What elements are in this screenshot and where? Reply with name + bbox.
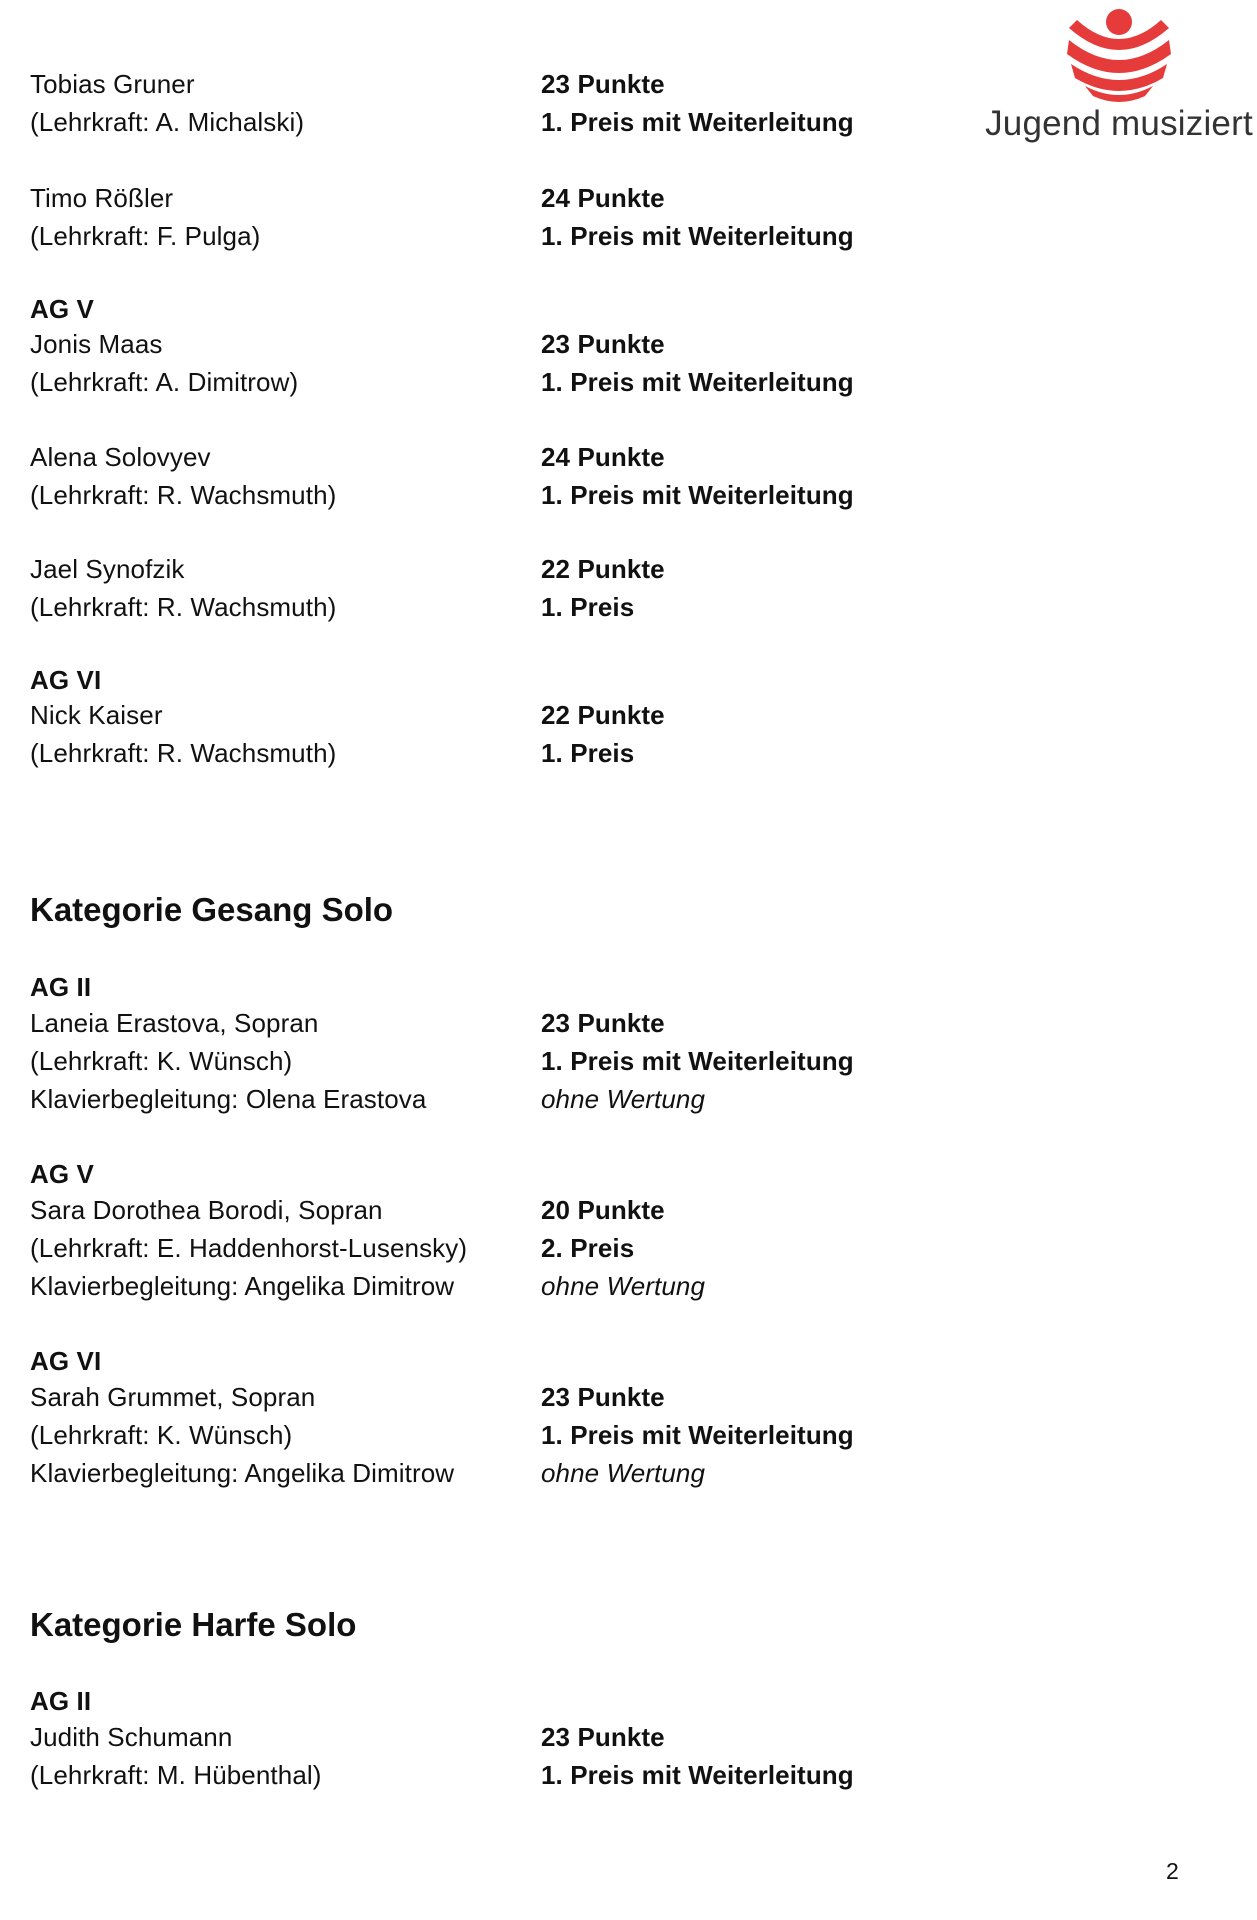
result-points: 24 Punkte bbox=[541, 442, 665, 472]
result-prize: 2. Preis bbox=[541, 1233, 635, 1263]
result-note: ohne Wertung bbox=[541, 1271, 706, 1301]
left-line: (Lehrkraft: F. Pulga) bbox=[30, 221, 261, 251]
left-line: (Lehrkraft: K. Wünsch) bbox=[30, 1420, 293, 1450]
logo-text: Jugend musiziert bbox=[985, 104, 1253, 143]
page-number: 2 bbox=[1166, 1858, 1179, 1884]
left-line: (Lehrkraft: A. Michalski) bbox=[30, 107, 305, 137]
result-note: ohne Wertung bbox=[541, 1458, 706, 1488]
logo-mark-icon bbox=[985, 4, 1253, 104]
result-prize: 1. Preis mit Weiterleitung bbox=[541, 480, 854, 510]
left-line: (Lehrkraft: R. Wachsmuth) bbox=[30, 738, 337, 768]
left-line: (Lehrkraft: R. Wachsmuth) bbox=[30, 480, 337, 510]
left-line: Timo Rößler bbox=[30, 183, 174, 213]
result-points: 23 Punkte bbox=[541, 1008, 665, 1038]
left-line: Sara Dorothea Borodi, Sopran bbox=[30, 1195, 383, 1225]
result-prize: 1. Preis mit Weiterleitung bbox=[541, 107, 854, 137]
category-heading: Kategorie Harfe Solo bbox=[30, 1606, 357, 1643]
left-line: Laneia Erastova, Sopran bbox=[30, 1008, 319, 1038]
left-line: (Lehrkraft: K. Wünsch) bbox=[30, 1046, 293, 1076]
age-group-label: AG VI bbox=[30, 665, 102, 695]
left-line: Klavierbegleitung: Angelika Dimitrow bbox=[30, 1271, 455, 1301]
left-line: (Lehrkraft: R. Wachsmuth) bbox=[30, 592, 337, 622]
result-prize: 1. Preis mit Weiterleitung bbox=[541, 1046, 854, 1076]
age-group-label: AG V bbox=[30, 1159, 94, 1189]
result-prize: 1. Preis bbox=[541, 592, 635, 622]
left-line: (Lehrkraft: A. Dimitrow) bbox=[30, 367, 299, 397]
left-line: Sarah Grummet, Sopran bbox=[30, 1382, 316, 1412]
result-prize: 1. Preis mit Weiterleitung bbox=[541, 221, 854, 251]
age-group-label: AG II bbox=[30, 972, 92, 1002]
left-line: Alena Solovyev bbox=[30, 442, 211, 472]
result-prize: 1. Preis bbox=[541, 738, 635, 768]
result-points: 23 Punkte bbox=[541, 69, 665, 99]
left-line: (Lehrkraft: E. Haddenhorst-Lusensky) bbox=[30, 1233, 468, 1263]
result-prize: 1. Preis mit Weiterleitung bbox=[541, 1760, 854, 1790]
left-line: Klavierbegleitung: Olena Erastova bbox=[30, 1084, 427, 1114]
left-line: Jael Synofzik bbox=[30, 554, 185, 584]
result-note: ohne Wertung bbox=[541, 1084, 706, 1114]
left-line: Judith Schumann bbox=[30, 1722, 233, 1752]
age-group-label: AG II bbox=[30, 1686, 92, 1716]
result-points: 22 Punkte bbox=[541, 700, 665, 730]
category-heading: Kategorie Gesang Solo bbox=[30, 891, 394, 928]
left-line: Tobias Gruner bbox=[30, 69, 195, 99]
left-line: Nick Kaiser bbox=[30, 700, 163, 730]
age-group-label: AG VI bbox=[30, 1346, 102, 1376]
left-line: (Lehrkraft: M. Hübenthal) bbox=[30, 1760, 322, 1790]
left-line: Klavierbegleitung: Angelika Dimitrow bbox=[30, 1458, 455, 1488]
result-points: 24 Punkte bbox=[541, 183, 665, 213]
result-prize: 1. Preis mit Weiterleitung bbox=[541, 367, 854, 397]
result-points: 23 Punkte bbox=[541, 1382, 665, 1412]
age-group-label: AG V bbox=[30, 294, 94, 324]
result-points: 23 Punkte bbox=[541, 1722, 665, 1752]
jugend-musiziert-logo bbox=[985, 4, 1253, 146]
result-prize: 1. Preis mit Weiterleitung bbox=[541, 1420, 854, 1450]
left-line: Jonis Maas bbox=[30, 329, 163, 359]
result-points: 20 Punkte bbox=[541, 1195, 665, 1225]
result-points: 22 Punkte bbox=[541, 554, 665, 584]
result-points: 23 Punkte bbox=[541, 329, 665, 359]
